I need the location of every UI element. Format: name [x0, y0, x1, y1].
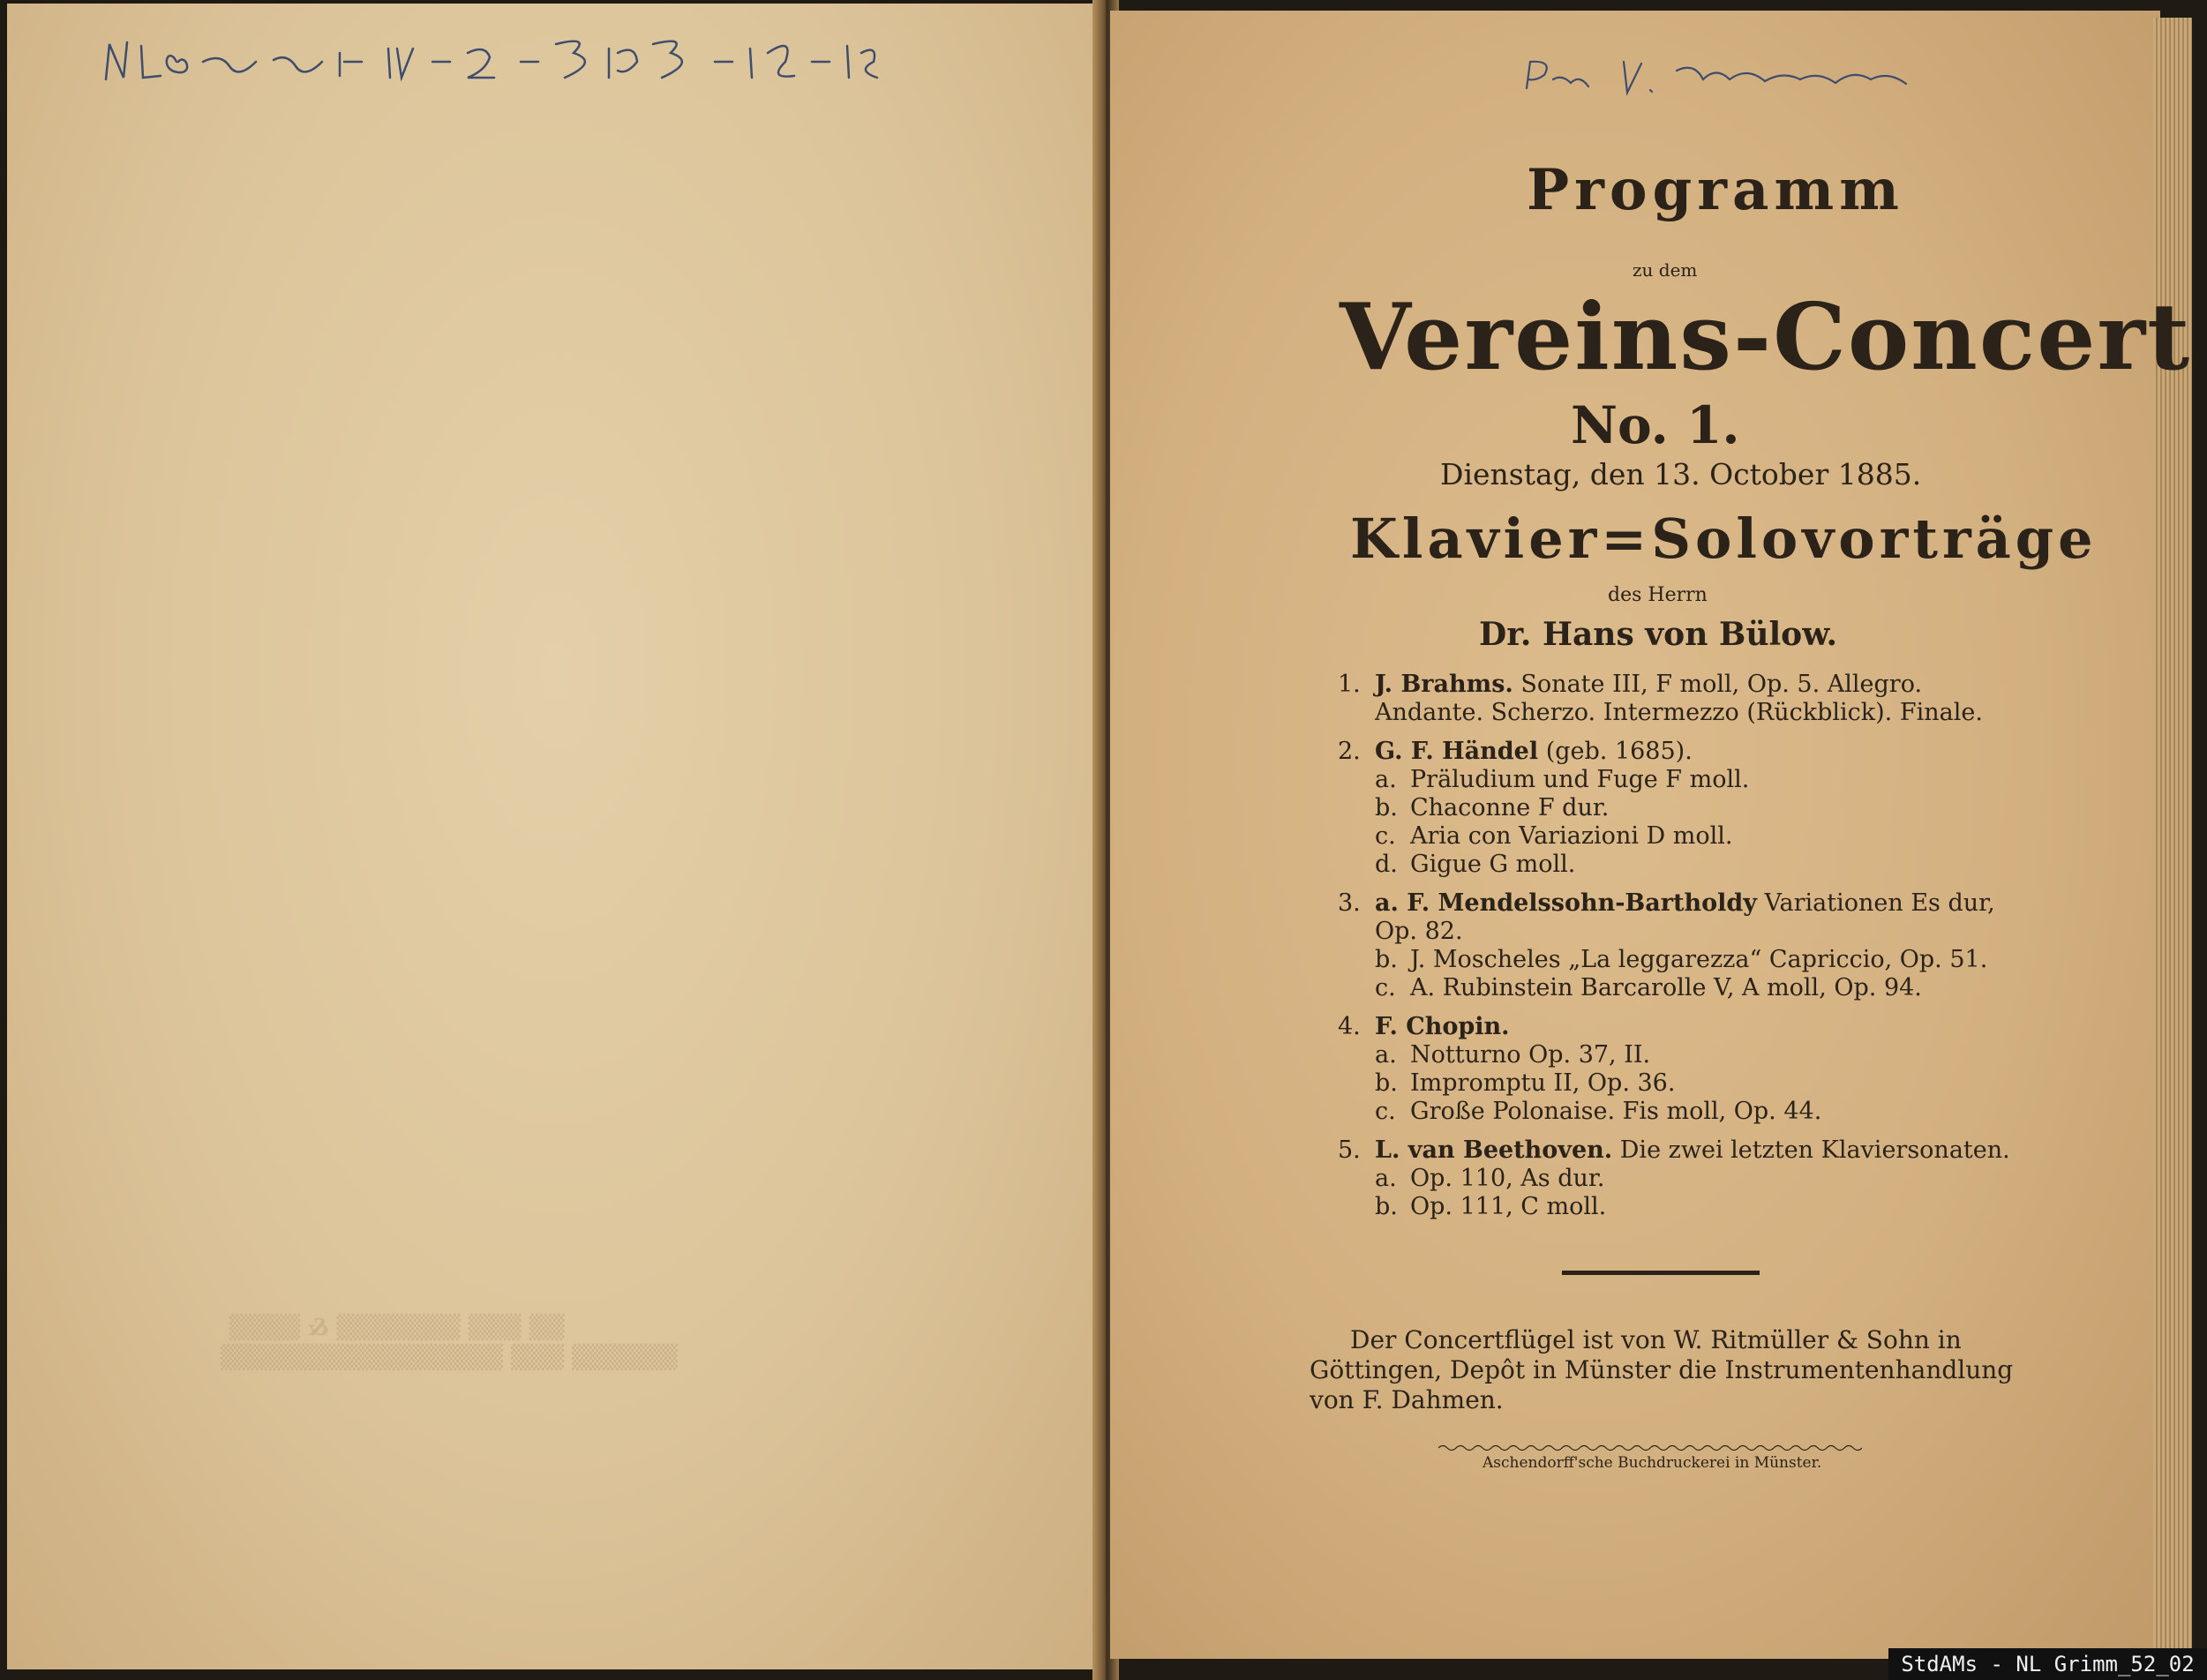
list-item: a. Op. 110, As dur. — [1375, 1165, 1605, 1192]
list-item: a. Präludium und Fuge F moll. — [1375, 766, 1750, 793]
zu-dem-text: zu dem — [1633, 259, 1698, 281]
list-item: 2. G. F. Händel (geb. 1685). — [1338, 738, 1693, 765]
handwritten-note — [1518, 53, 1941, 106]
list-item: c. Große Polonaise. Fis moll, Op. 44. — [1375, 1098, 1822, 1125]
printer-imprint: Aschendorff'sche Buchdruckerei in Münster. — [1483, 1454, 1822, 1472]
list-item: c. A. Rubinstein Barcarolle V, A moll, Op. 94. — [1375, 974, 1922, 1001]
footer-note-line: von F. Dahmen. — [1310, 1385, 1504, 1414]
list-item: Op. 82. — [1375, 918, 1463, 945]
list-item: b. J. Moscheles „La leggarezza“ Capriccio, Op. 51. — [1375, 946, 1988, 973]
footer-note-line: Göttingen, Depôt in Münster die Instrumentenhandlung — [1310, 1355, 2014, 1384]
list-item: c. Aria con Variazioni D moll. — [1375, 822, 1733, 850]
list-item: 5. L. van Beethoven. Die zwei letzten Klaviersonaten. — [1338, 1136, 2010, 1164]
list-item: Andante. Scherzo. Intermezzo (Rückblick). Finale. — [1375, 699, 1983, 726]
performer-name: Dr. Hans von Bülow. — [1479, 616, 1838, 653]
list-item: b. Op. 111, C moll. — [1375, 1193, 1607, 1220]
program-list — [1338, 671, 2008, 1221]
bleed-through-text: ▒▒▒▒▒▒ ▒▒▒ ▒▒▒▒▒▒▒▒▒▒▒▒▒▒▒▒ — [221, 1345, 678, 1371]
handwritten-signature — [97, 26, 891, 97]
list-item: 3. a. F. Mendelssohn-Bartholdy Variationen Es dur, — [1338, 889, 1995, 917]
list-item: b. Impromptu II, Op. 36. — [1375, 1069, 1676, 1097]
heading: Programm — [1527, 157, 1904, 223]
footer-note-line: Der Concertflügel ist von W. Ritmüller & Sohn in — [1350, 1325, 1962, 1354]
des-herrn-text: des Herrn — [1608, 584, 1708, 606]
list-item: 4. F. Chopin. — [1338, 1013, 1510, 1040]
wavy-divider — [1438, 1444, 1862, 1452]
left-page — [7, 4, 1108, 1669]
page-edges — [2153, 18, 2192, 1659]
list-item: b. Chaconne F dur. — [1375, 794, 1610, 821]
archive-label: StdAMs - NL Grimm_52_02 — [1888, 1648, 2207, 1680]
list-item: 1. J. Brahms. Sonate III, F moll, Op. 5. Allegro. — [1338, 671, 1923, 698]
subtitle: Klavier=Solovorträge — [1350, 506, 2098, 571]
concert-date: Dienstag, den 13. October 1885. — [1440, 457, 1922, 491]
list-item: d. Gigue G moll. — [1375, 851, 1576, 878]
page-title: Vereins-Concert — [1340, 282, 2192, 391]
concert-number: No. 1. — [1571, 395, 1740, 455]
list-item: a. Notturno Op. 37, II. — [1375, 1041, 1651, 1069]
bleed-through-text: ▒▒ ▒▒▒ ▒▒▒▒▒▒▒ & ▒▒▒▒ — [229, 1315, 565, 1341]
divider-rule — [1562, 1271, 1760, 1275]
